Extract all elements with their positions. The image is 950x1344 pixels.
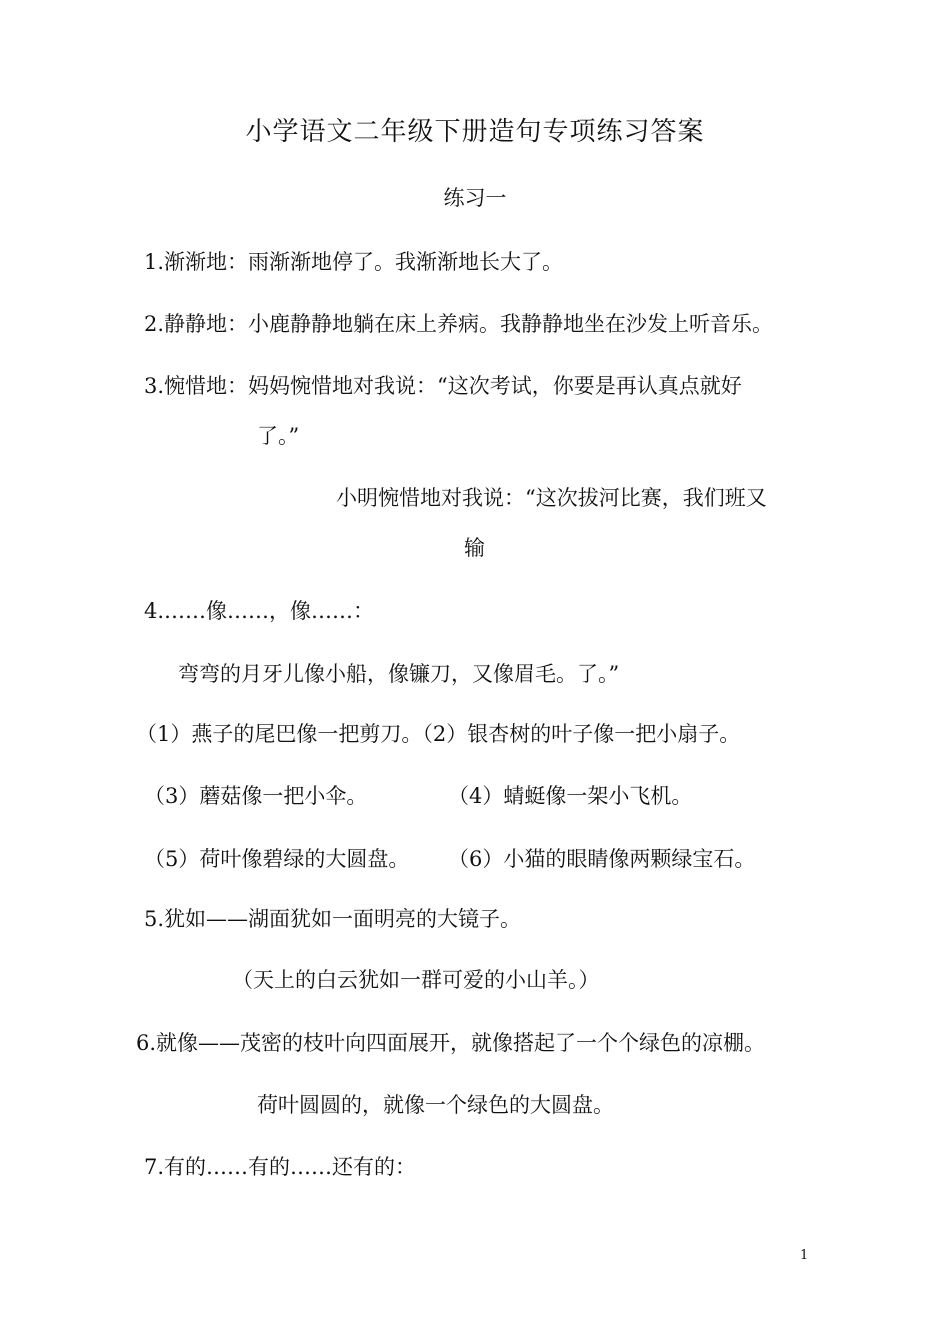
exercise-heading: 练习一: [443, 186, 507, 210]
item-7: 7.有的……有的……还有的：: [144, 1155, 417, 1179]
item-2: 2.静静地：小鹿静静地躺在床上养病。我静静地坐在沙发上听音乐。: [144, 312, 774, 336]
item-5: 5.犹如——湖面犹如一面明亮的大镜子。: [144, 907, 522, 931]
item-3-example-2-continuation: 输: [464, 536, 485, 560]
item-4-sub-6: （6）小猫的眼睛像两颗绿宝石。: [448, 847, 756, 871]
item-3-continuation: 了。”: [257, 424, 300, 448]
item-4-sub-4: （4）蜻蜓像一架小飞机。: [448, 784, 693, 808]
item-6-example: 荷叶圆圆的，就像一个绿色的大圆盘。: [257, 1093, 614, 1117]
page-number: 1: [800, 1248, 809, 1263]
item-3-example-2: 小明惋惜地对我说：“这次拔河比赛，我们班又: [336, 486, 767, 510]
item-4: 4.……像……，像……：: [144, 599, 375, 623]
item-4-sub-5: （5）荷叶像碧绿的大圆盘。: [144, 847, 410, 871]
item-4-example: 弯弯的月牙儿像小船，像镰刀，又像眉毛。了。”: [178, 662, 620, 686]
item-3: 3.惋惜地：妈妈惋惜地对我说：“这次考试，你要是再认真点就好: [144, 374, 742, 398]
item-4-sub-3: （3）蘑菇像一把小伞。: [144, 784, 368, 808]
document-title: 小学语文二年级下册造句专项练习答案: [245, 117, 705, 147]
item-4-sub-1-2: （1）燕子的尾巴像一把剪刀。（2）银杏树的叶子像一把小扇子。: [136, 722, 741, 746]
item-5-example: （天上的白云犹如一群可爱的小山羊。）: [232, 968, 600, 992]
item-1: 1.渐渐地：雨渐渐地停了。我渐渐地长大了。: [144, 250, 564, 274]
item-6: 6.就像——茂密的枝叶向四面展开，就像搭起了一个个绿色的凉棚。: [136, 1031, 766, 1055]
